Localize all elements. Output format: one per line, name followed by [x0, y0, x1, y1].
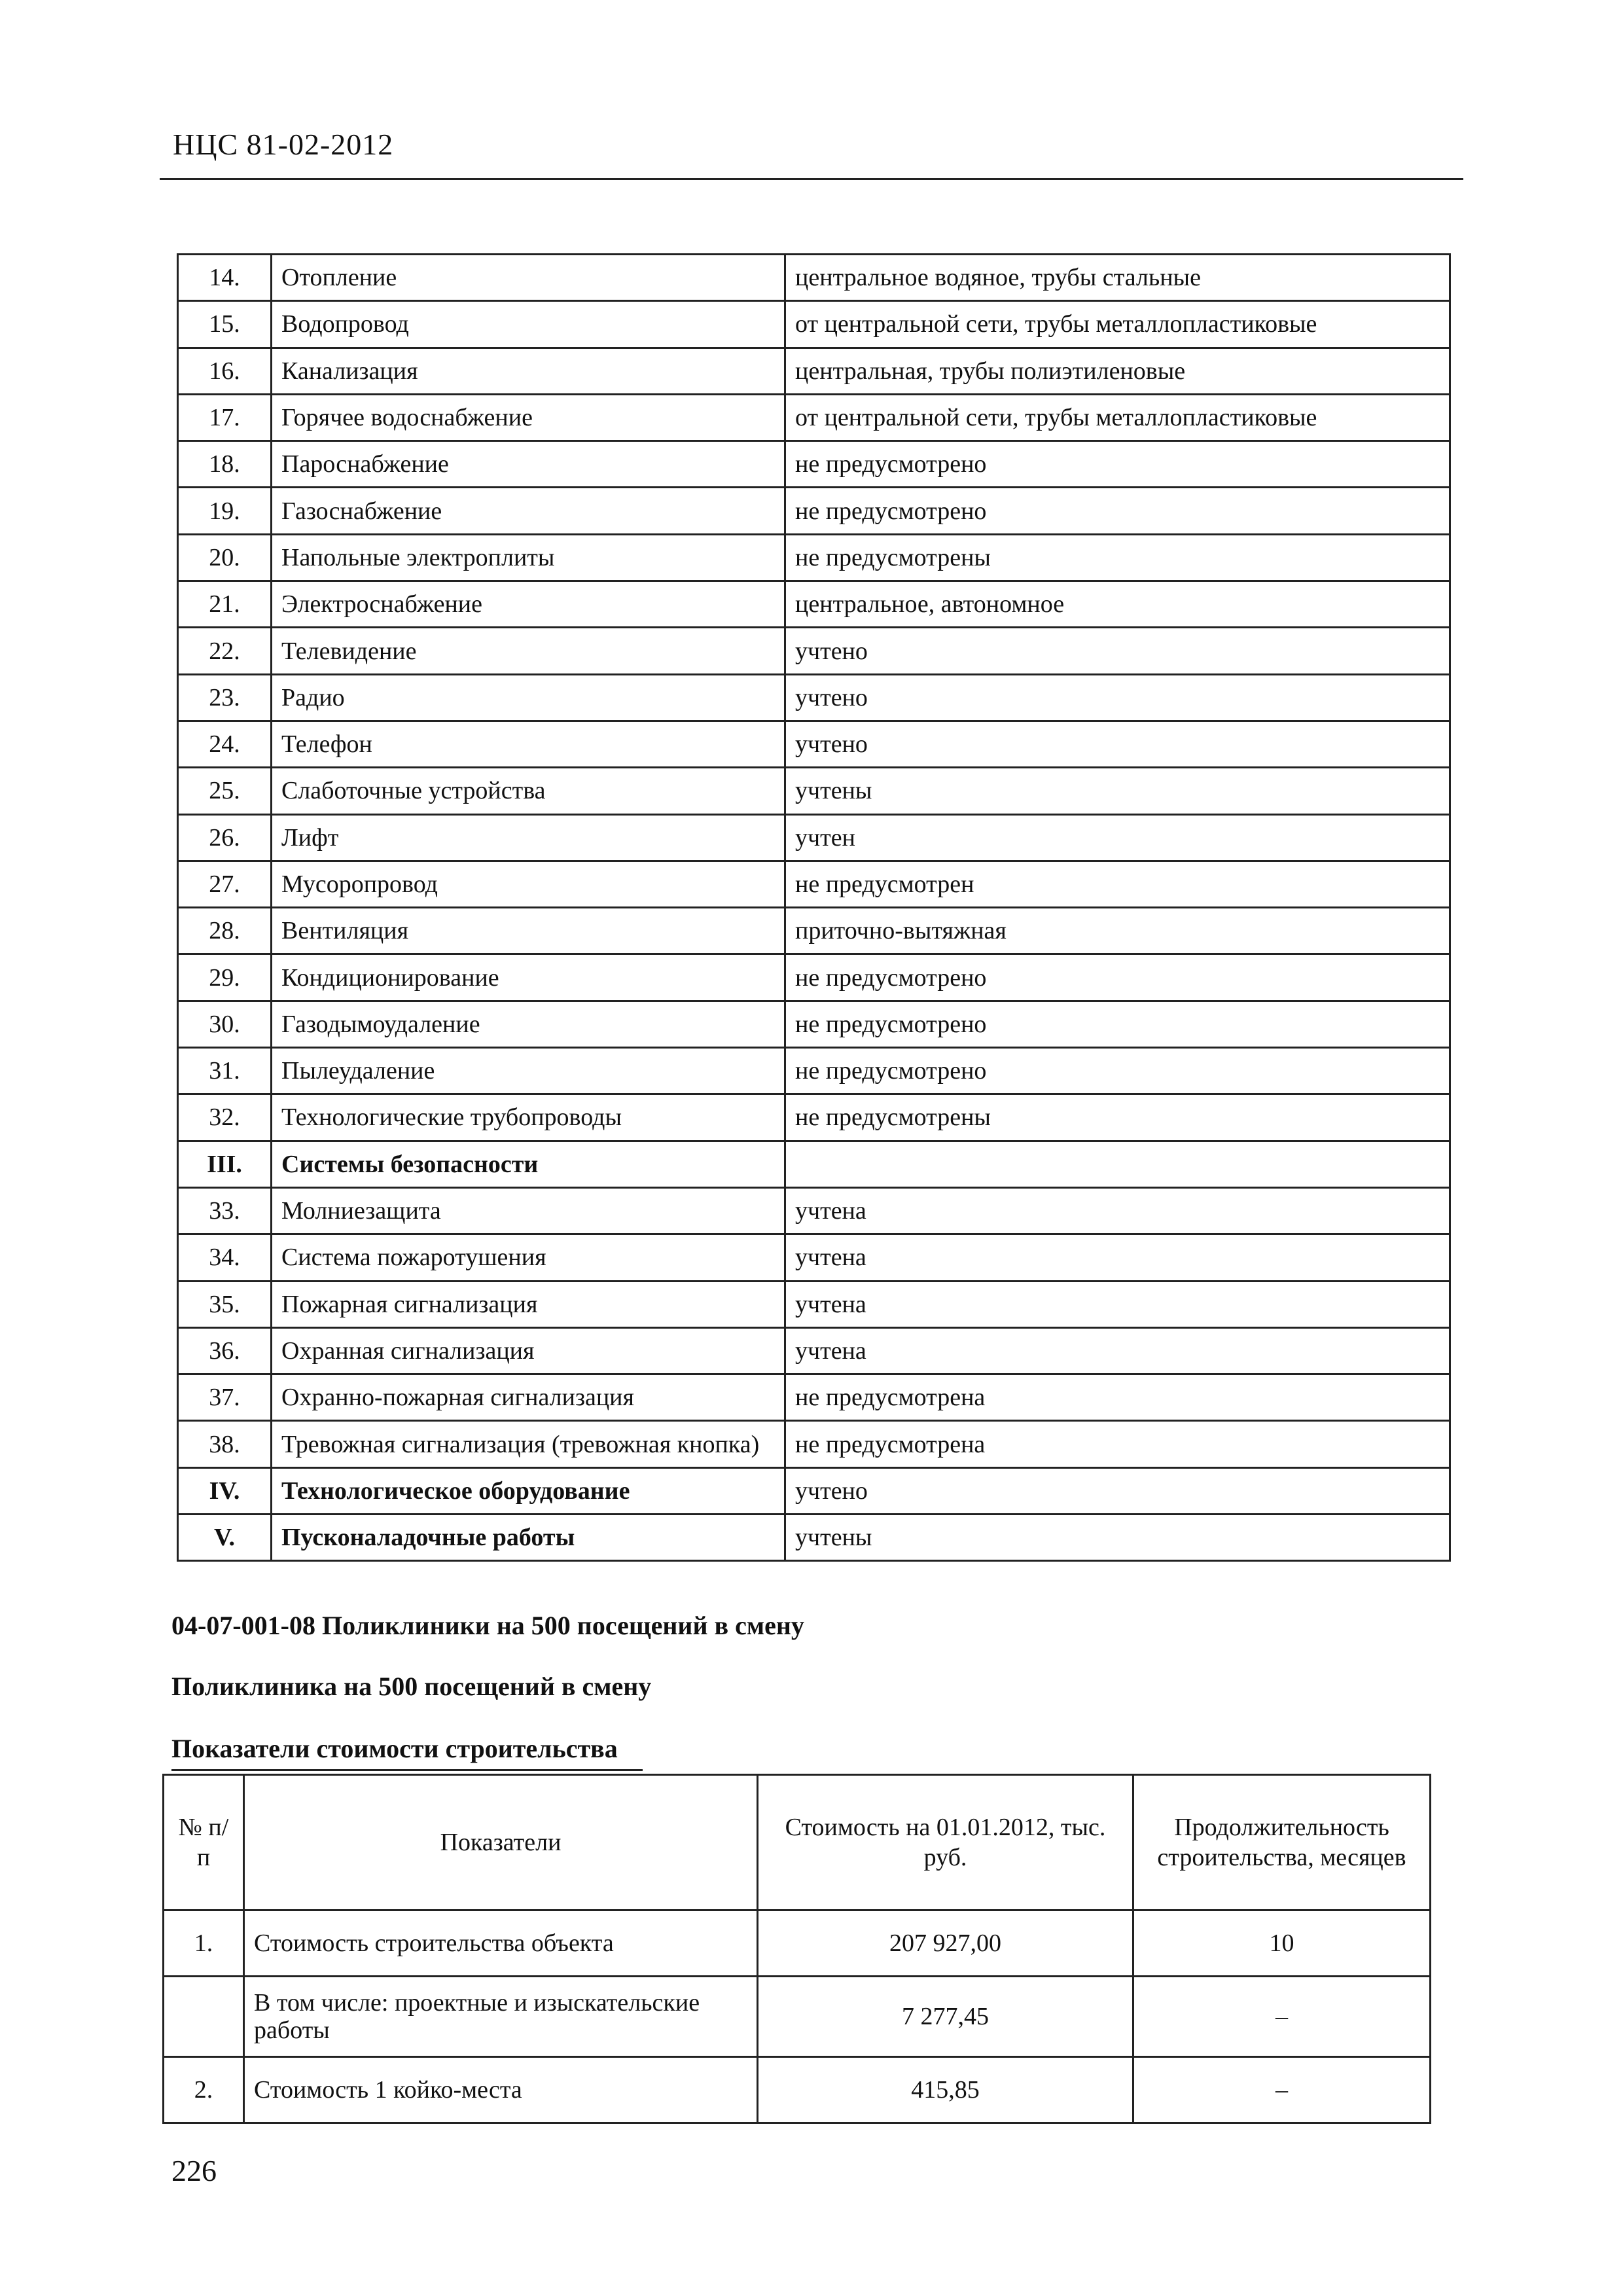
table-row	[178, 1327, 1450, 1374]
row-num: 15.	[178, 301, 272, 348]
row-num: 29.	[178, 954, 272, 1001]
table-row	[178, 1281, 1450, 1327]
section-row	[178, 1467, 1450, 1514]
row-name: Водопровод	[272, 301, 785, 348]
row-num: 1.	[164, 1910, 244, 1977]
table-row	[178, 628, 1450, 674]
row-value: приточно-вытяжная	[785, 908, 1450, 954]
row-name: Кондиционирование	[272, 954, 785, 1001]
row-name: Охранно-пожарная сигнализация	[272, 1374, 785, 1421]
row-value: не предусмотрено	[785, 954, 1450, 1001]
table-row	[164, 1977, 1431, 2057]
table-row	[164, 2057, 1431, 2123]
row-name: Тревожная сигнализация (тревожная кнопка)	[272, 1421, 785, 1467]
row-value: учтена	[785, 1234, 1450, 1281]
row-value: не предусмотрены	[785, 534, 1450, 581]
row-value: учтена	[785, 1187, 1450, 1234]
row-name: Пароснабжение	[272, 441, 785, 488]
header-num: № п/п	[164, 1775, 244, 1910]
row-value: не предусмотрено	[785, 1048, 1450, 1094]
row-name: Напольные электроплиты	[272, 534, 785, 581]
table-row	[178, 1094, 1450, 1141]
table-row	[178, 488, 1450, 534]
row-name: Система пожаротушения	[272, 1234, 785, 1281]
cost-table-header-row	[164, 1775, 1431, 1910]
row-duration: –	[1133, 2057, 1431, 2123]
row-name: Системы безопасности	[272, 1141, 785, 1187]
row-value: учтено	[785, 721, 1450, 767]
table-row	[178, 814, 1450, 861]
row-name: Канализация	[272, 348, 785, 394]
row-indicator: Стоимость строительства объекта	[244, 1910, 758, 1977]
row-name: Технологическое оборудование	[272, 1467, 785, 1514]
row-num: 34.	[178, 1234, 272, 1281]
row-value: центральное, автономное	[785, 581, 1450, 628]
row-indicator: В том числе: проектные и изыскательские работы	[244, 1977, 758, 2057]
section-row	[178, 1515, 1450, 1561]
row-name: Отопление	[272, 255, 785, 301]
systems-table-body	[178, 255, 1450, 1561]
row-num: 25.	[178, 768, 272, 814]
row-cost: 7 277,45	[758, 1977, 1133, 2057]
table-row	[178, 534, 1450, 581]
indicators-title: Показатели стоимости строительства	[171, 1734, 618, 1763]
row-value	[785, 1141, 1450, 1187]
row-num: 18.	[178, 441, 272, 488]
row-name: Телевидение	[272, 628, 785, 674]
row-num: 16.	[178, 348, 272, 394]
row-num: 24.	[178, 721, 272, 767]
table-row	[178, 1234, 1450, 1281]
row-num: 19.	[178, 488, 272, 534]
row-value: не предусмотрено	[785, 488, 1450, 534]
row-name: Пылеудаление	[272, 1048, 785, 1094]
document-code: НЦС 81-02-2012	[173, 128, 394, 161]
row-num	[164, 1977, 244, 2057]
row-cost: 207 927,00	[758, 1910, 1133, 1977]
table-row	[178, 255, 1450, 301]
row-name: Радио	[272, 674, 785, 721]
row-value: учтено	[785, 674, 1450, 721]
row-value: не предусмотрено	[785, 441, 1450, 488]
row-num: 36.	[178, 1327, 272, 1374]
row-value: учтены	[785, 768, 1450, 814]
header-cost: Стоимость на 01.01.2012, тыс. руб.	[758, 1775, 1133, 1910]
row-cost: 415,85	[758, 2057, 1133, 2123]
row-num: 21.	[178, 581, 272, 628]
row-value: не предусмотрена	[785, 1374, 1450, 1421]
row-name: Охранная сигнализация	[272, 1327, 785, 1374]
row-value: не предусмотрено	[785, 1001, 1450, 1047]
row-name: Молниезащита	[272, 1187, 785, 1234]
row-num: 32.	[178, 1094, 272, 1141]
table-row	[178, 1048, 1450, 1094]
row-num: 33.	[178, 1187, 272, 1234]
table-row	[178, 721, 1450, 767]
row-value: от центральной сети, трубы металлопластиковые	[785, 301, 1450, 348]
row-name: Мусоропровод	[272, 861, 785, 907]
row-value: центральная, трубы полиэтиленовые	[785, 348, 1450, 394]
table-row	[178, 908, 1450, 954]
row-indicator: Стоимость 1 койко-места	[244, 2057, 758, 2123]
table-row	[178, 1421, 1450, 1467]
row-num: 17.	[178, 394, 272, 440]
section-code-title: 04-07-001-08 Поликлиники на 500 посещений в смену	[171, 1611, 804, 1640]
object-title: Поликлиника на 500 посещений в смену	[171, 1672, 652, 1701]
row-num: 27.	[178, 861, 272, 907]
table-row	[178, 441, 1450, 488]
row-num: IV.	[178, 1467, 272, 1514]
row-name: Технологические трубопроводы	[272, 1094, 785, 1141]
row-value: учтена	[785, 1327, 1450, 1374]
row-num: 20.	[178, 534, 272, 581]
row-value: не предусмотрен	[785, 861, 1450, 907]
table-row	[178, 348, 1450, 394]
section-row	[178, 1141, 1450, 1187]
row-name: Вентиляция	[272, 908, 785, 954]
table-row	[178, 861, 1450, 907]
table-row	[164, 1910, 1431, 1977]
row-value: учтены	[785, 1515, 1450, 1561]
table-row	[178, 954, 1450, 1001]
cost-table	[162, 1774, 1431, 2124]
row-name: Лифт	[272, 814, 785, 861]
table-row	[178, 1187, 1450, 1234]
title-rule	[171, 1769, 643, 1771]
row-name: Горячее водоснабжение	[272, 394, 785, 440]
row-num: 22.	[178, 628, 272, 674]
row-value: от центральной сети, трубы металлопластиковые	[785, 394, 1450, 440]
row-num: III.	[178, 1141, 272, 1187]
header-duration: Продолжительность строительства, месяцев	[1133, 1775, 1431, 1910]
table-row	[178, 1374, 1450, 1421]
row-num: 23.	[178, 674, 272, 721]
row-num: 26.	[178, 814, 272, 861]
page-header	[160, 123, 1463, 180]
table-row	[178, 581, 1450, 628]
row-num: 31.	[178, 1048, 272, 1094]
row-name: Газоснабжение	[272, 488, 785, 534]
row-value: учтен	[785, 814, 1450, 861]
systems-table	[177, 253, 1451, 1562]
row-value: центральное водяное, трубы стальные	[785, 255, 1450, 301]
row-name: Слаботочные устройства	[272, 768, 785, 814]
row-num: 14.	[178, 255, 272, 301]
row-value: не предусмотрена	[785, 1421, 1450, 1467]
row-value: учтено	[785, 1467, 1450, 1514]
row-duration: 10	[1133, 1910, 1431, 1977]
row-name: Телефон	[272, 721, 785, 767]
row-num: 28.	[178, 908, 272, 954]
table-row	[178, 301, 1450, 348]
row-num: V.	[178, 1515, 272, 1561]
row-num: 35.	[178, 1281, 272, 1327]
row-value: учтена	[785, 1281, 1450, 1327]
table-row	[178, 1001, 1450, 1047]
table-row	[178, 394, 1450, 440]
row-duration: –	[1133, 1977, 1431, 2057]
table-row	[178, 768, 1450, 814]
row-num: 2.	[164, 2057, 244, 2123]
row-value: не предусмотрены	[785, 1094, 1450, 1141]
row-name: Пожарная сигнализация	[272, 1281, 785, 1327]
row-name: Газодымоудаление	[272, 1001, 785, 1047]
header-indicator: Показатели	[244, 1775, 758, 1910]
row-num: 30.	[178, 1001, 272, 1047]
row-name: Пусконаладочные работы	[272, 1515, 785, 1561]
row-num: 37.	[178, 1374, 272, 1421]
row-value: учтено	[785, 628, 1450, 674]
row-num: 38.	[178, 1421, 272, 1467]
page-number: 226	[171, 2154, 217, 2187]
table-row	[178, 674, 1450, 721]
row-name: Электроснабжение	[272, 581, 785, 628]
